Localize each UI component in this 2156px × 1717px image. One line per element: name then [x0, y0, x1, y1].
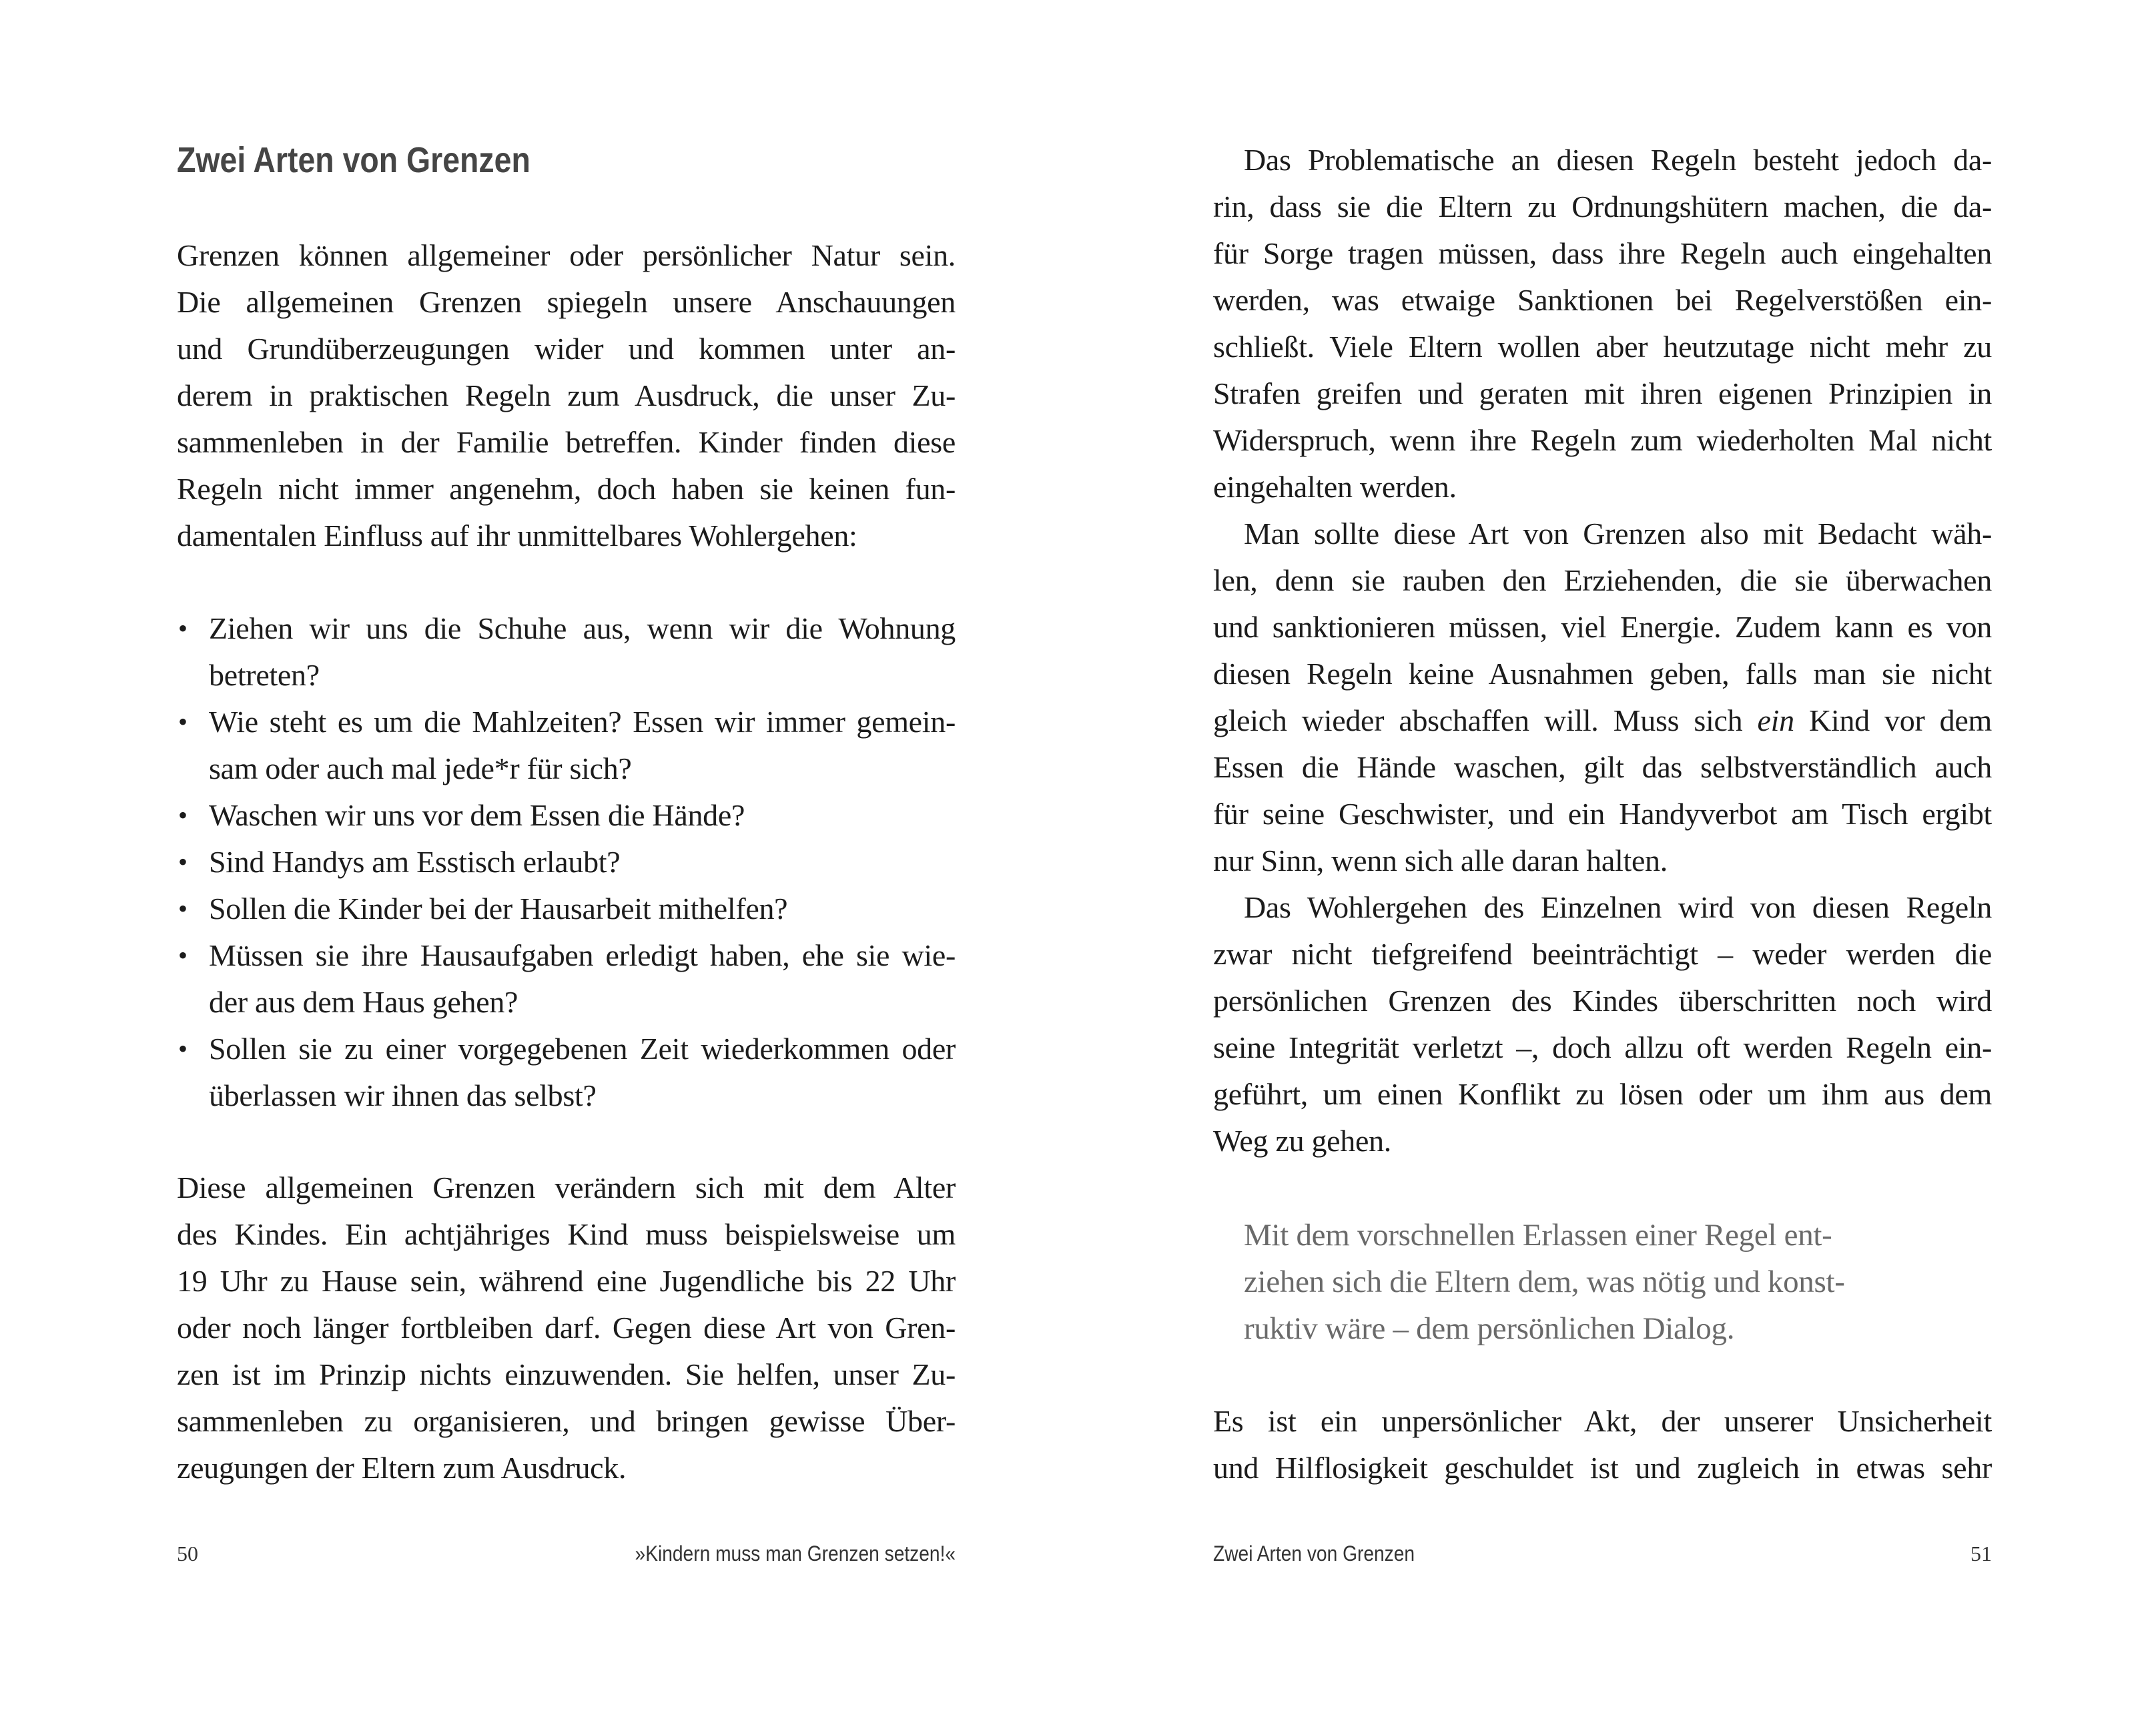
text-line [1213, 324, 1992, 370]
line-text: Man sollte diese Art von Grenzen also mit Bedacht wäh- [1244, 517, 1992, 551]
line-text: 19 Uhr zu Hause sein, während eine Jugendliche bis 22 Uhr [177, 1264, 956, 1298]
text-line [177, 745, 956, 792]
line-text: betreten? [209, 658, 320, 692]
text-segment: gleich wieder abschaffen will. Muss sich [1213, 703, 1758, 737]
text-line [1213, 604, 1992, 651]
line-text: zeugungen der Eltern zum Ausdruck. [177, 1451, 627, 1485]
line-text: und Hilflosigkeit geschuldet ist und zugleich in etwas sehr [1213, 1451, 1992, 1485]
line-text: Grenzen können allgemeiner oder persönlicher Natur sein. [177, 238, 956, 272]
right-text-column [1213, 0, 1992, 1717]
text-line [177, 1351, 956, 1398]
line-text: eingehalten werden. [1213, 470, 1457, 504]
bullet-icon: • [178, 707, 188, 737]
line-text: zwar nicht tiefgreifend beeinträchtigt – weder werden die [1213, 937, 1992, 971]
bullet-icon: • [178, 894, 188, 924]
line-text: Sollen sie zu einer vorgegebenen Zeit wiederkommen oder [209, 1032, 956, 1066]
text-line [1213, 1445, 1992, 1491]
bullet-icon: • [178, 1034, 188, 1064]
text-line [1213, 557, 1992, 604]
line-text: Das Problematische an diesen Regeln besteht jedoch da- [1244, 143, 1992, 177]
text-line [1213, 884, 1992, 931]
text-line [1213, 277, 1992, 324]
line-text: Es ist ein unpersönlicher Akt, der unserer Unsicherheit [1213, 1404, 1992, 1438]
text-line [1213, 1071, 1992, 1118]
text-line [1244, 1305, 1978, 1352]
text-line [177, 419, 956, 466]
text-line [1244, 1212, 1978, 1259]
text-line [1213, 931, 1992, 978]
text-line [177, 652, 956, 699]
paragraph [1213, 1398, 1992, 1491]
text-line [177, 979, 956, 1026]
page-number: 50 [177, 1541, 198, 1566]
line-text: Weg zu gehen. [1213, 1124, 1392, 1158]
bullet-list [177, 605, 956, 1119]
line-text: der aus dem Haus gehen? [209, 985, 518, 1019]
text-line [1213, 370, 1992, 417]
text-line [1213, 230, 1992, 277]
bullet-icon: • [178, 613, 188, 643]
text-line [177, 1398, 956, 1445]
line-text: des Kindes. Ein achtjähriges Kind muss beispielsweise um [177, 1217, 956, 1251]
text-line [177, 466, 956, 512]
line-text: sammenleben in der Familie betreffen. Kinder finden diese [177, 425, 956, 459]
text-line [1213, 510, 1992, 557]
text-line [177, 792, 956, 839]
line-text: zen ist im Prinzip nichts einzuwenden. Sie helfen, unser Zu- [177, 1357, 956, 1391]
line-text: Waschen wir uns vor dem Essen die Hände? [209, 798, 745, 832]
line-text: Essen die Hände waschen, gilt das selbstverständlich auch [1213, 750, 1992, 784]
text-line [177, 232, 956, 279]
line-text: Müssen sie ihre Hausaufgaben erledigt haben, ehe sie wie- [209, 938, 956, 972]
line-text: Strafen greifen und geraten mit ihren eigenen Prinzipien in [1213, 376, 1992, 410]
text-line [1213, 651, 1992, 697]
line-text: damentalen Einfluss auf ihr unmittelbares Wohlergehen: [177, 519, 857, 553]
line-text: Sollen die Kinder bei der Hausarbeit mithelfen? [209, 892, 788, 926]
line-text: für Sorge tragen müssen, dass ihre Regeln auch eingehalten [1213, 236, 1992, 270]
text-line [177, 1026, 956, 1072]
text-line [177, 1072, 956, 1119]
text-line [177, 512, 956, 559]
line-text: und sanktionieren müssen, viel Energie. Zudem kann es von [1213, 610, 1992, 644]
text-line [177, 839, 956, 886]
text-line [177, 1164, 956, 1211]
text-line [1213, 1118, 1992, 1164]
running-head: »Kindern muss man Grenzen setzen!« [635, 1541, 956, 1566]
line-text: sam oder auch mal jede*r für sich? [209, 751, 632, 785]
line-text: Das Wohlergehen des Einzelnen wird von diesen Regeln [1244, 890, 1992, 924]
text-line [177, 1211, 956, 1258]
bullet-icon: • [178, 847, 188, 877]
line-text: überlassen wir ihnen das selbst? [209, 1078, 597, 1112]
text-line [177, 1258, 956, 1305]
text-line [1213, 417, 1992, 464]
line-text: ziehen sich die Eltern dem, was nötig und konst- [1244, 1265, 1845, 1299]
text-line [177, 279, 956, 326]
text-line [1213, 791, 1992, 837]
line-text: schließt. Viele Eltern wollen aber heutzutage nicht mehr zu [1213, 330, 1992, 364]
section-heading: Zwei Arten von Grenzen [177, 140, 530, 180]
line-text: oder noch länger fortbleiben darf. Gegen diese Art von Gren- [177, 1311, 956, 1345]
line-text: werden, was etwaige Sanktionen bei Regelverstößen ein- [1213, 283, 1992, 317]
line-text: nur Sinn, wenn sich alle daran halten. [1213, 843, 1668, 878]
text-line [1213, 744, 1992, 791]
text-line [1213, 978, 1992, 1024]
text-line [1213, 1024, 1992, 1071]
line-text: derem in praktischen Regeln zum Ausdruck, die unser Zu- [177, 378, 956, 412]
line-text: seine Integrität verletzt –, doch allzu oft werden Regeln ein- [1213, 1030, 1992, 1064]
line-text: rin, dass sie die Eltern zu Ordnungshütern machen, die da- [1213, 190, 1992, 224]
line-text: und Grundüberzeugungen wider und kommen unter an- [177, 332, 956, 366]
right-page [1078, 0, 2156, 1717]
line-text: Mit dem vorschnellen Erlassen einer Regel ent- [1244, 1218, 1832, 1253]
paragraphs [1213, 137, 1992, 1164]
bullet-icon: • [178, 800, 188, 830]
line-text: sammenleben zu organisieren, und bringen gewisse Über- [177, 1404, 956, 1438]
text-line [177, 699, 956, 745]
text-line [177, 1305, 956, 1351]
line-text: geführt, um einen Konflikt zu lösen oder um ihm aus dem [1213, 1077, 1992, 1111]
paragraph [177, 232, 956, 559]
page-number: 51 [1970, 1541, 1992, 1566]
paragraph [177, 1164, 956, 1491]
line-text: ruktiv wäre – dem persönlichen Dialog. [1244, 1311, 1735, 1346]
left-text-column [177, 0, 956, 1717]
text-line [1213, 697, 1992, 744]
line-text: Widerspruch, wenn ihre Regeln zum wiederholten Mal nicht [1213, 423, 1992, 457]
text-line [1213, 184, 1992, 230]
running-head: Zwei Arten von Grenzen [1213, 1541, 1415, 1566]
pull-quote [1244, 1212, 1978, 1352]
line-text: für seine Geschwister, und ein Handyverbot am Tisch ergibt [1213, 797, 1992, 831]
line-text: Sind Handys am Esstisch erlaubt? [209, 845, 621, 879]
line-text: Regeln nicht immer angenehm, doch haben sie keinen fun- [177, 472, 956, 506]
text-line [177, 1445, 956, 1491]
text-line [177, 886, 956, 932]
line-text: Diese allgemeinen Grenzen verändern sich mit dem Alter [177, 1170, 956, 1205]
text-line [177, 605, 956, 652]
line-text: persönlichen Grenzen des Kindes überschritten noch wird [1213, 984, 1992, 1018]
text-line [177, 326, 956, 372]
text-line [1213, 137, 1992, 184]
line-text: len, denn sie rauben den Erziehenden, die sie überwachen [1213, 563, 1992, 597]
text-line [177, 372, 956, 419]
line-text: Wie steht es um die Mahlzeiten? Essen wir immer gemein- [209, 705, 956, 739]
text-line [1244, 1259, 1978, 1305]
text-line [177, 932, 956, 979]
line-text: diesen Regeln keine Ausnahmen geben, falls man sie nicht [1213, 657, 1992, 691]
text-segment: Kind vor dem [1794, 703, 1992, 737]
emphasis-text: ein [1757, 703, 1794, 737]
text-line [1213, 1398, 1992, 1445]
line-text: Ziehen wir uns die Schuhe aus, wenn wir die Wohnung [209, 611, 956, 645]
line-text: Die allgemeinen Grenzen spiegeln unsere Anschauungen [177, 285, 956, 319]
text-line [1213, 464, 1992, 510]
text-line [1213, 837, 1992, 884]
bullet-icon: • [178, 940, 188, 970]
